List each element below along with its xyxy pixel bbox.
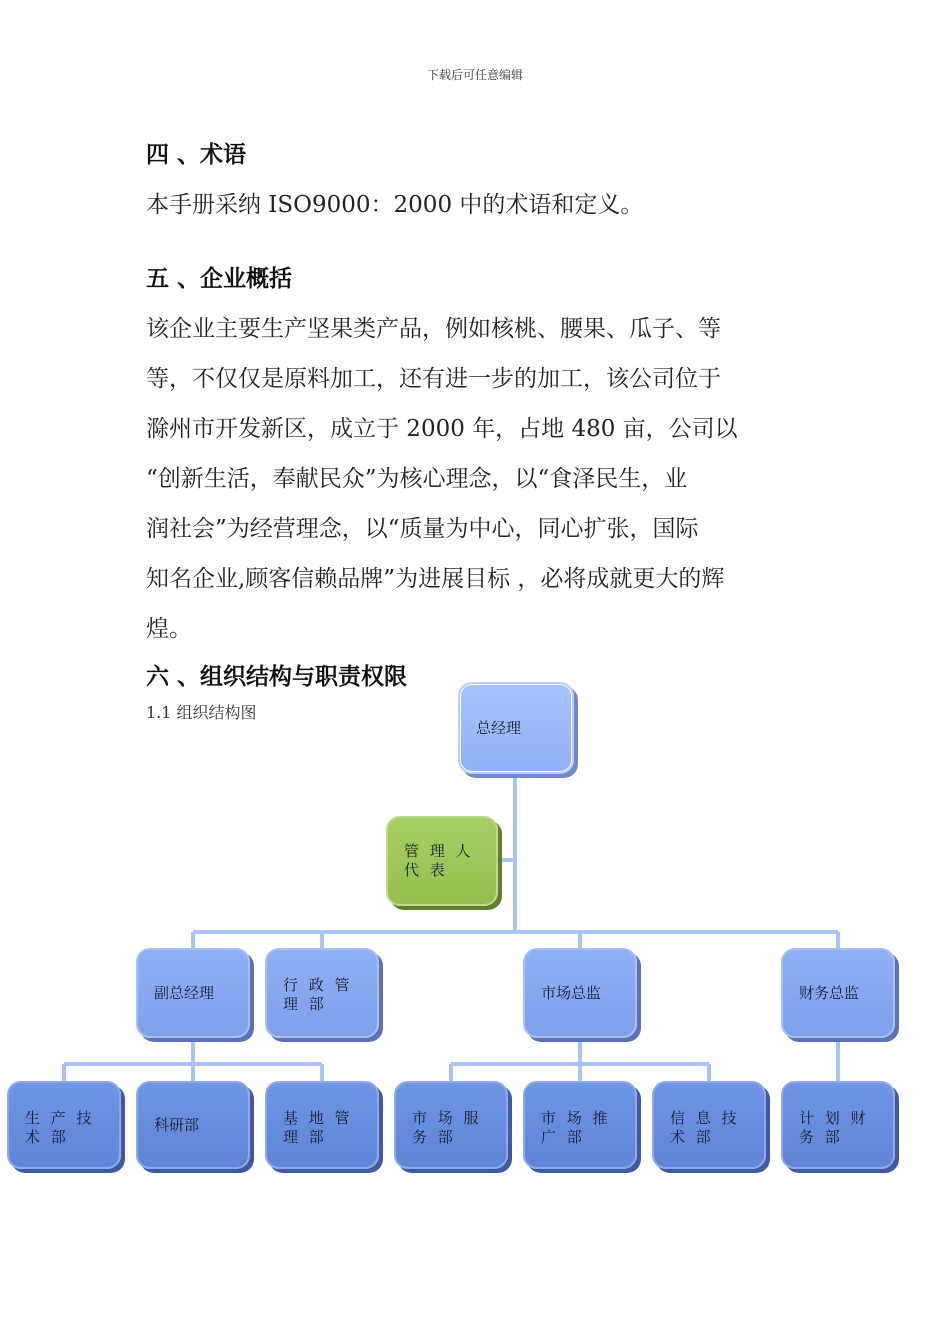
org-node-rd: 科研部 bbox=[136, 1081, 250, 1169]
section-5-line: 润社会”为经营理念，以“质量为中心，同心扩张，国际 bbox=[146, 516, 699, 542]
section-5-line: “创新生活，奉献民众”为核心理念，以“食泽民生，业 bbox=[146, 466, 688, 492]
org-node-market-promo: 市 场 推 广 部 bbox=[523, 1081, 637, 1169]
section-5-line: 知名企业,顾客信赖品牌”为进展目标 ，必将成就更大的辉 bbox=[146, 566, 725, 592]
section-5-line: 该企业主要生产坚果类产品，例如核桃、腰果、瓜子、等 bbox=[146, 316, 721, 342]
org-node-market-service: 市 场 服 务 部 bbox=[394, 1081, 508, 1169]
org-node-admin-dept: 行 政 管 理 部 bbox=[265, 948, 379, 1038]
org-node-production-tech: 生 产 技 术 部 bbox=[7, 1081, 121, 1169]
org-node-finance-director: 财务总监 bbox=[781, 948, 895, 1038]
org-node-info-tech: 信 息 技 术 部 bbox=[652, 1081, 766, 1169]
org-node-vice-gm: 副总经理 bbox=[136, 948, 250, 1038]
section-5-heading: 五 、企业概括 bbox=[146, 266, 293, 292]
section-4-text: 本手册采纳 ISO9000：2000 中的术语和定义。 bbox=[146, 192, 644, 218]
org-node-mgmt-rep: 管 理 人 代 表 bbox=[386, 816, 498, 906]
org-node-plan-finance: 计 划 财 务 部 bbox=[781, 1081, 895, 1169]
section-5-line: 等，不仅仅是原料加工，还有进一步的加工，该公司位于 bbox=[146, 366, 721, 392]
org-node-marketing-director: 市场总监 bbox=[523, 948, 637, 1038]
page-header-note: 下载后可任意编辑 bbox=[426, 68, 523, 82]
section-4-heading: 四 、术语 bbox=[146, 142, 247, 168]
org-node-general-manager: 总经理 bbox=[458, 682, 574, 774]
org-node-base-mgmt: 基 地 管 理 部 bbox=[265, 1081, 379, 1169]
section-6-heading: 六 、组织结构与职责权限 bbox=[146, 664, 408, 690]
section-5-line: 煌。 bbox=[146, 616, 192, 642]
section-5-line: 滁州市开发新区，成立于 2000 年，占地 480 亩，公司以 bbox=[146, 416, 738, 442]
org-chart-caption: 1.1 组织结构图 bbox=[146, 703, 257, 722]
